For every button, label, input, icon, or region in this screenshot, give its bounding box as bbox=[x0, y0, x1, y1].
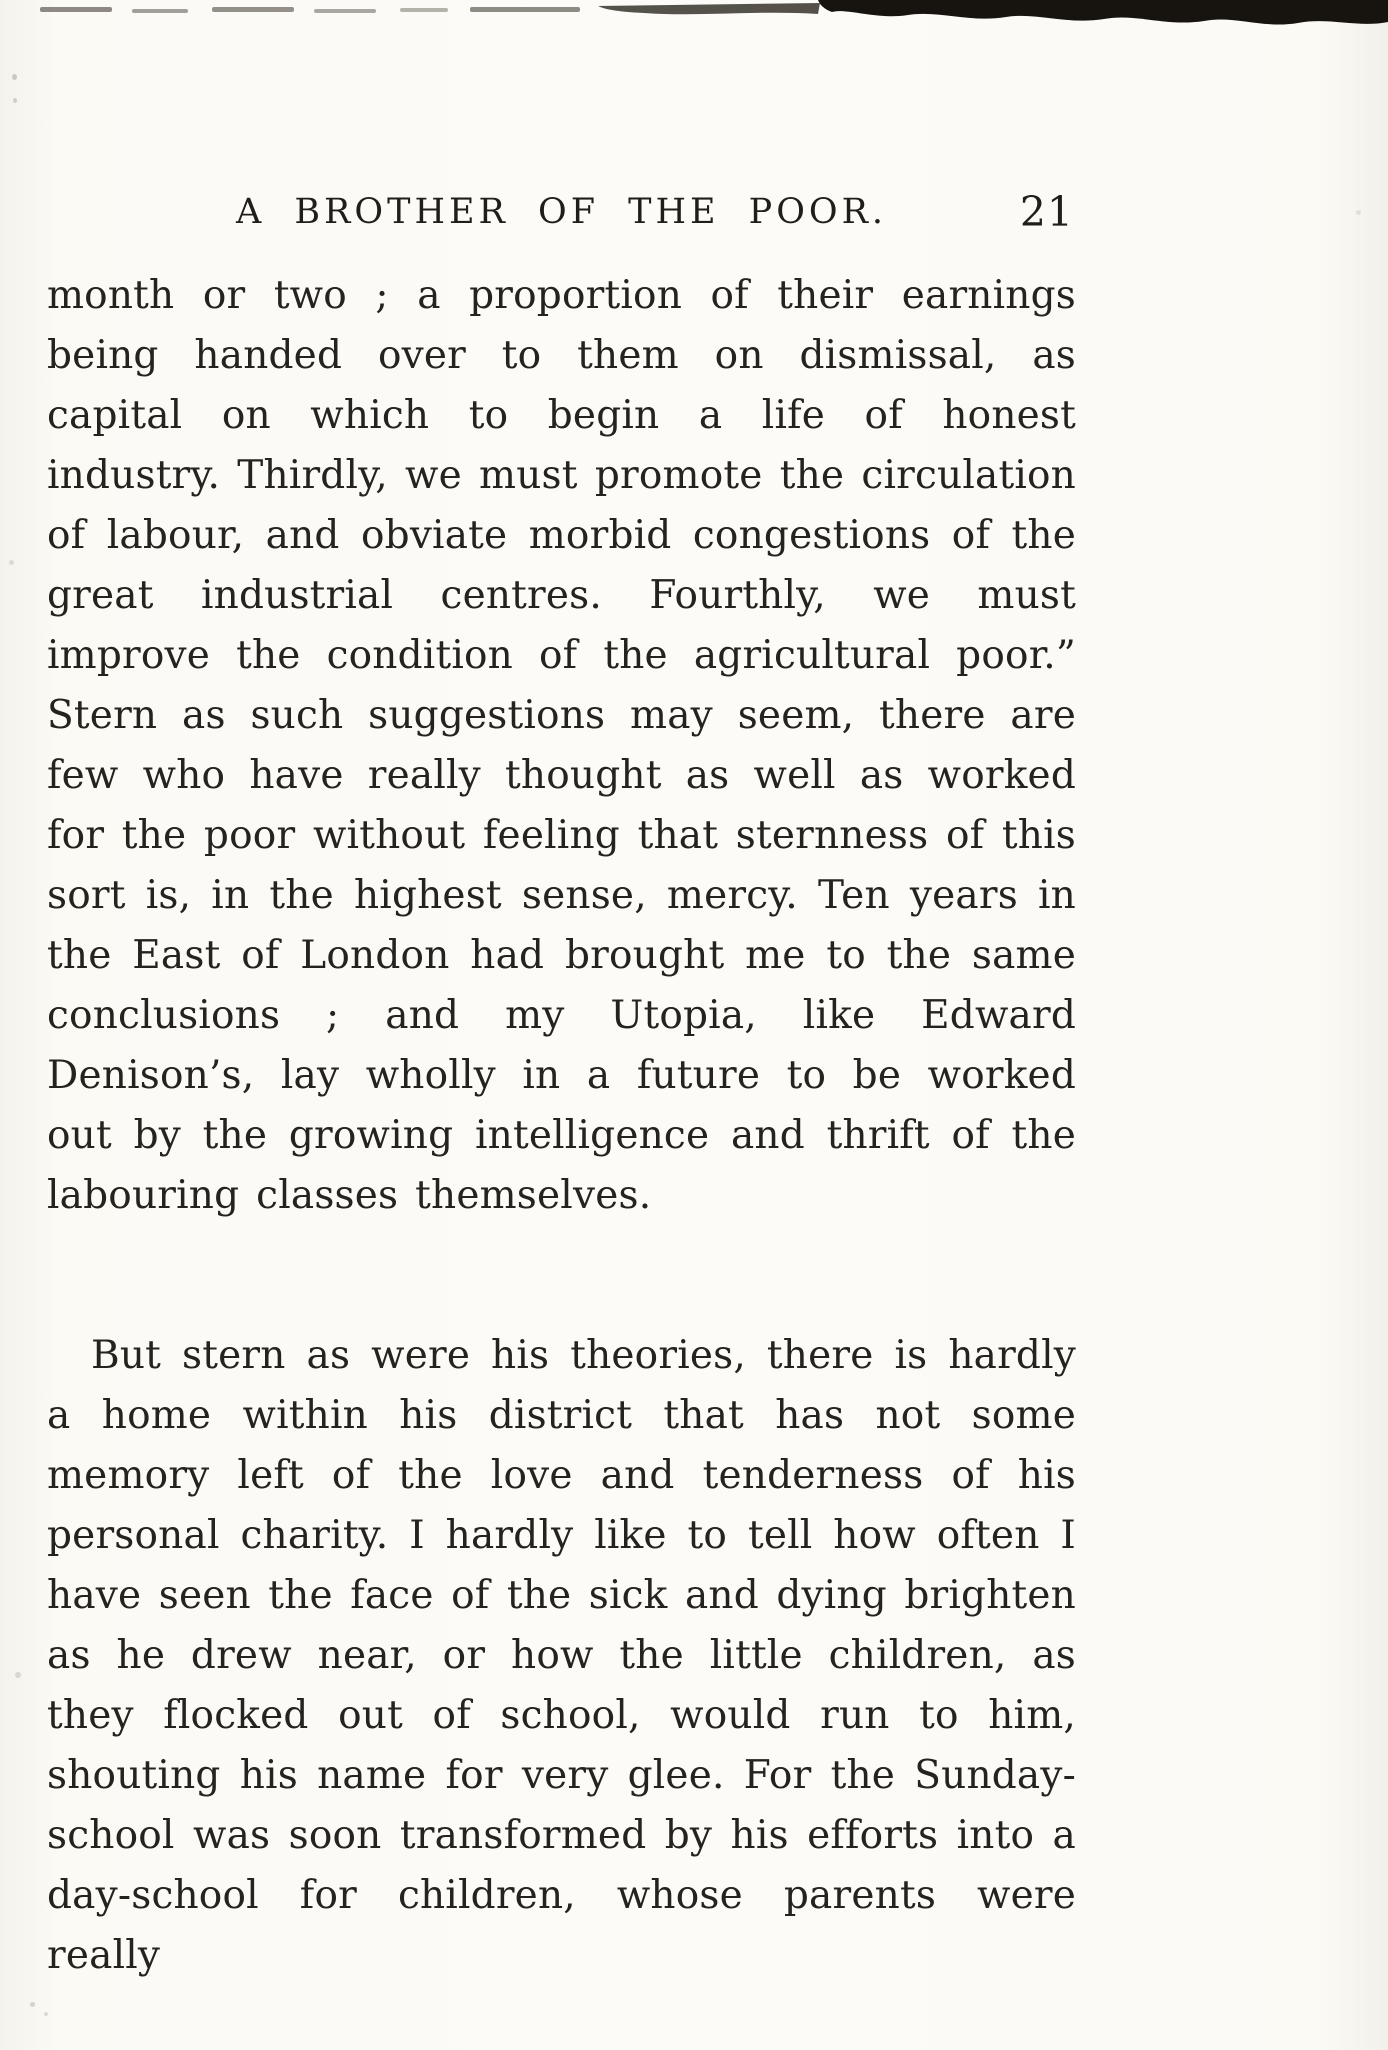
running-title: A BROTHER OF THE POOR. bbox=[235, 192, 888, 232]
page-number: 21 bbox=[1019, 188, 1074, 236]
scan-speck bbox=[44, 2012, 48, 2016]
paragraph: But stern as were his theories, there is hardly a home within his district that has not some memory left of the love and tenderness of his personal charity. I hardly like to tell how often I have seen the face of the sick and dying brighten as he drew near, or how the little children, as they flocked out of school, would run to him, shouting his name for very glee. For the Sunday-school was soon transformed by his efforts into a day-school for children, whose parents were really bbox=[47, 1333, 1076, 1978]
scan-speck bbox=[9, 560, 14, 565]
scan-speck bbox=[30, 2002, 35, 2007]
scan-speck bbox=[12, 74, 17, 80]
scan-speck bbox=[1356, 210, 1361, 215]
scan-speck bbox=[13, 98, 17, 103]
page-header bbox=[47, 188, 1076, 256]
body-text-block bbox=[47, 266, 1076, 1986]
scan-speck bbox=[15, 1672, 21, 1678]
paragraph: month or two ; a proportion of their earnings being handed over to them on dismissal, as capital on which to begin a life of honest industry. Thirdly, we must promote the circulation of labour, and obviate morbid congestions of the great industrial centres. Fourthly, we must improve the condition of the agricultural poor.” Stern as such suggestions may seem, there are few who have really thought as well as worked for the poor without feeling that sternness of this sort is, in the highest sense, mercy. Ten years in the East of London had brought me to the same conclusions ; and my Utopia, like Edward Denison’s, lay wholly in a future to be worked out by the growing intelligence and thrift of the labouring classes themselves. bbox=[47, 273, 1076, 1218]
torn-edge-graphic bbox=[0, 0, 1388, 40]
